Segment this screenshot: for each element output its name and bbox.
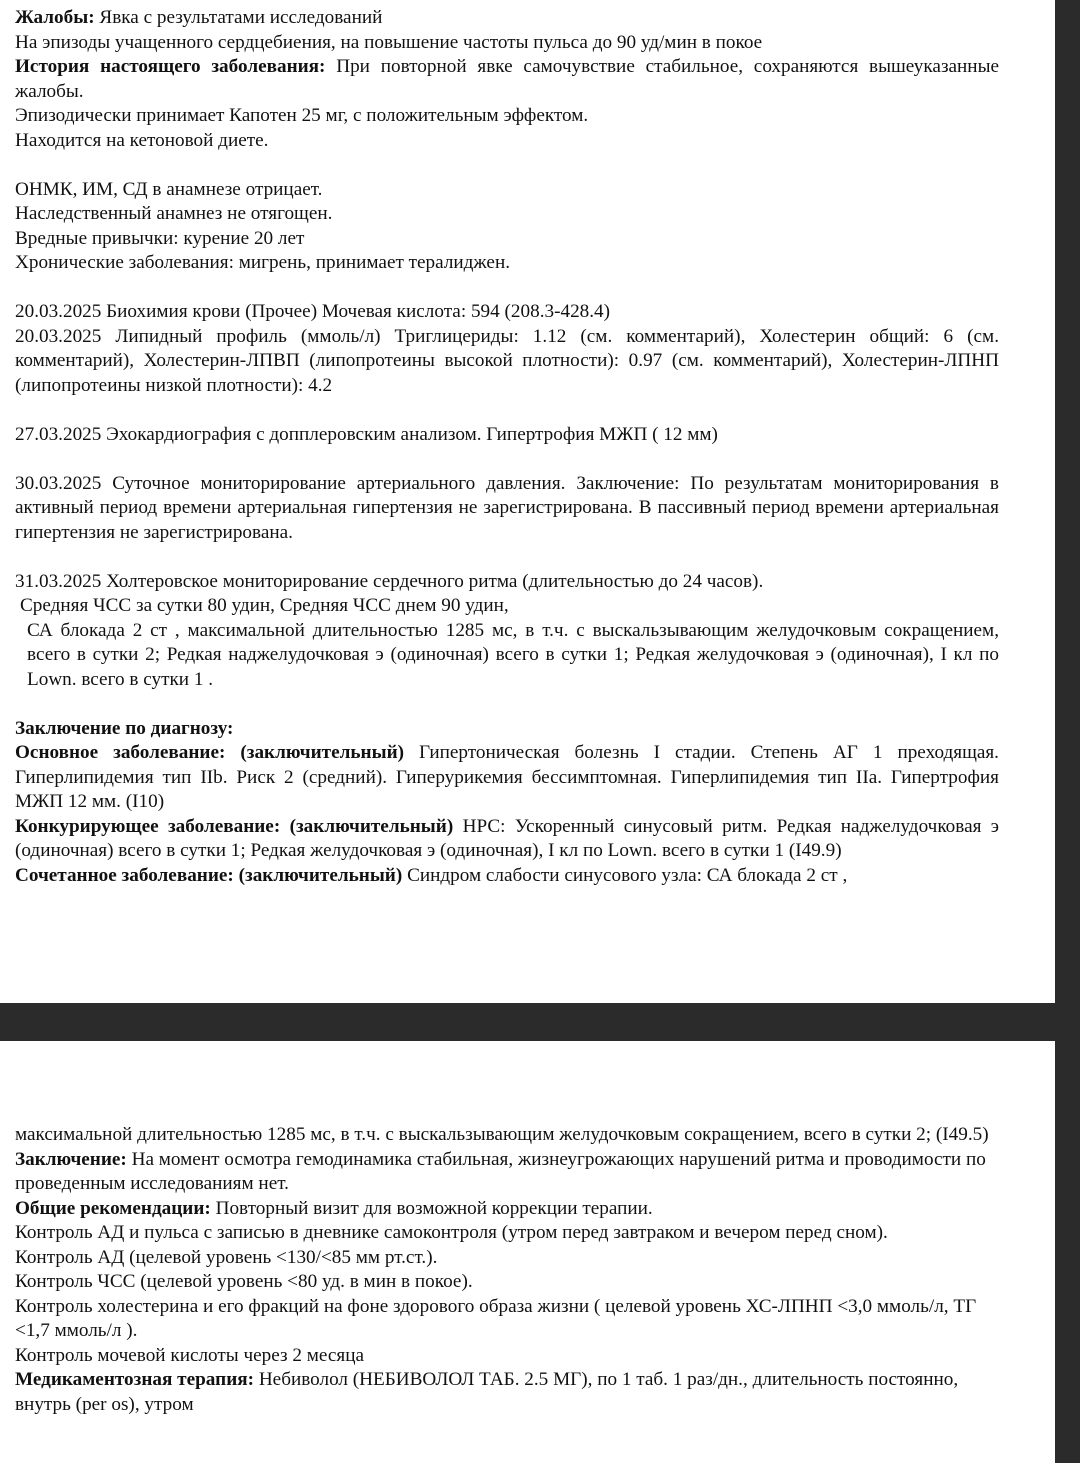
recommendation-item: Контроль ЧСС (целевой уровень <80 уд. в мин в покое).: [15, 1271, 473, 1292]
recommendation-item: Контроль мочевой кислоты через 2 месяца: [15, 1344, 365, 1366]
conclusion: [15, 1148, 999, 1197]
anamnesis-line: Хронические заболевания: мигрень, принимает тералиджен.: [15, 252, 511, 273]
history-medication: Эпизодически принимает Капотен 25 мг, с положительным эффектом.: [15, 105, 589, 126]
spacer: [15, 447, 999, 472]
abpm-result: 30.03.2025 Суточное мониторирование артериального давления. Заключение: По результатам мониторирования в активный период времени артериальная гипертензия не зарегистрирована. В пассивный период времени артериальная гипертензия не зарегистрирована.: [15, 472, 999, 543]
recommendations-text: Повторный визит для возможной коррекции терапии.: [210, 1197, 653, 1219]
spacer: [15, 153, 999, 178]
recommendation-item: Контроль АД и пульса с записью в дневнике самоконтроля (утром перед завтраком и вечером перед сном).: [15, 1222, 888, 1243]
anamnesis-line: Наследственный анамнез не отягощен.: [15, 203, 333, 224]
complaints-details: На эпизоды учащенного сердцебиения, на повышение частоты пульса до 90 уд/мин в покое: [15, 31, 763, 53]
main-diagnosis-label: Основное заболевание: (заключительный): [15, 742, 405, 763]
holter-title: 31.03.2025 Холтеровское мониторирование сердечного ритма (длительностью до 24 часов).: [15, 570, 764, 592]
recommendations-label: Общие рекомендации:: [15, 1197, 211, 1219]
spacer: [15, 545, 999, 570]
history-paragraph: [15, 55, 999, 104]
lab-result-uric-acid: 20.03.2025 Биохимия крови (Прочее) Мочевая кислота: 594 (208.3-428.4): [15, 301, 611, 322]
conclusion-label: Заключение:: [15, 1148, 127, 1170]
complaints-line: [15, 6, 999, 31]
combined-diagnosis-text: Синдром слабости синусового узла: СА блокада 2 ст ,: [402, 864, 848, 886]
therapy-text: Небиволол (НЕБИВОЛОЛ ТАБ. 2.5 МГ), по 1 таб. 1 раз/дн., длительность постоянно, внутрь (per os), утром: [15, 1369, 959, 1415]
holter-findings: СА блокада 2 ст , максимальной длительностью 1285 мс, в т.ч. с выскальзывающим желудочковым сокращением, всего в сутки 2; Редкая наджелудочковая э (одиночная) всего в сутки 1; Редкая желудочковая э (одиночная), I кл по Lown. всего в сутки 1 .: [27, 619, 999, 690]
main-diagnosis: [15, 741, 999, 815]
competing-diagnosis-text: НРС: Ускоренный синусовый ритм. Редкая наджелудочковая э (одиночная) всего в сутки 1; Редкая желудочковая э (одиночная), I кл по Lown. всего в сутки 1 (I49.9): [15, 815, 999, 861]
complaints-label: Жалобы:: [15, 7, 95, 28]
holter-hr: Средняя ЧСС за сутки 80 удин, Средняя ЧСС днем 90 удин,: [20, 595, 509, 616]
drug-therapy: [15, 1368, 999, 1417]
spacer: [15, 692, 999, 717]
history-diet: Находится на кетоновой диете.: [15, 129, 269, 151]
history-text: При повторной явке самочувствие стабильное, сохраняются вышеуказанные жалобы.: [15, 56, 999, 102]
lab-result-lipids: 20.03.2025 Липидный профиль (ммоль/л) Триглицериды: 1.12 (см. комментарий), Холестерин общий: 6 (см. комментарий), Холестерин-ЛПВП (липопротеины высокой плотности): 0.97 (см. комментарий), Холестерин-ЛПНП (липопротеины низкой плотности): 4.2: [15, 325, 999, 396]
combined-diagnosis-continued: максимальной длительностью 1285 мс, в т.ч. с выскальзывающим желудочковым сокращением, всего в сутки 2; (I49.5): [15, 1124, 989, 1145]
recommendation-item: Контроль АД (целевой уровень <130/<85 мм рт.ст.).: [15, 1246, 438, 1268]
spacer: [15, 398, 999, 423]
therapy-label: Медикаментозная терапия:: [15, 1369, 255, 1390]
general-recommendations: [15, 1197, 999, 1222]
competing-diagnosis: [15, 815, 999, 864]
diagnosis-heading-text: Заключение по диагнозу:: [15, 717, 234, 739]
recommendation-item: Контроль холестерина и его фракций на фоне здорового образа жизни ( целевой уровень ХС-ЛПНП <3,0 ммоль/л, ТГ <1,7 ммоль/л ).: [15, 1295, 977, 1341]
main-diagnosis-text: Гипертоническая болезнь I стадии. Степень АГ 1 преходящая. Гиперлипидемия тип IIb. Риск 2 (средний). Гиперурикемия бессимптомная. Гиперлипидемия тип IIa. Гипертрофия МЖП 12 мм. (I10): [15, 742, 999, 812]
complaints-text: Явка с результатами исследований: [94, 7, 383, 28]
echo-result: 27.03.2025 Эхокардиография с допплеровским анализом. Гипертрофия МЖП ( 12 мм): [15, 423, 718, 445]
anamnesis-line: ОНМК, ИМ, СД в анамнезе отрицает.: [15, 178, 323, 200]
spacer: [15, 276, 999, 301]
document-page-2: [0, 1041, 1055, 1463]
combined-diagnosis-label: Сочетанное заболевание: (заключительный): [15, 864, 403, 886]
anamnesis-line: Вредные привычки: курение 20 лет: [15, 227, 305, 249]
history-label: История настоящего заболевания:: [15, 56, 326, 77]
diagnosis-heading: [15, 717, 999, 742]
conclusion-text: На момент осмотра гемодинамика стабильная, жизнеугрожающих нарушений ритма и проводимости по проведенным исследованиям нет.: [15, 1148, 986, 1194]
combined-diagnosis: [15, 864, 999, 889]
competing-diagnosis-label: Конкурирующее заболевание: (заключительный): [15, 815, 454, 837]
